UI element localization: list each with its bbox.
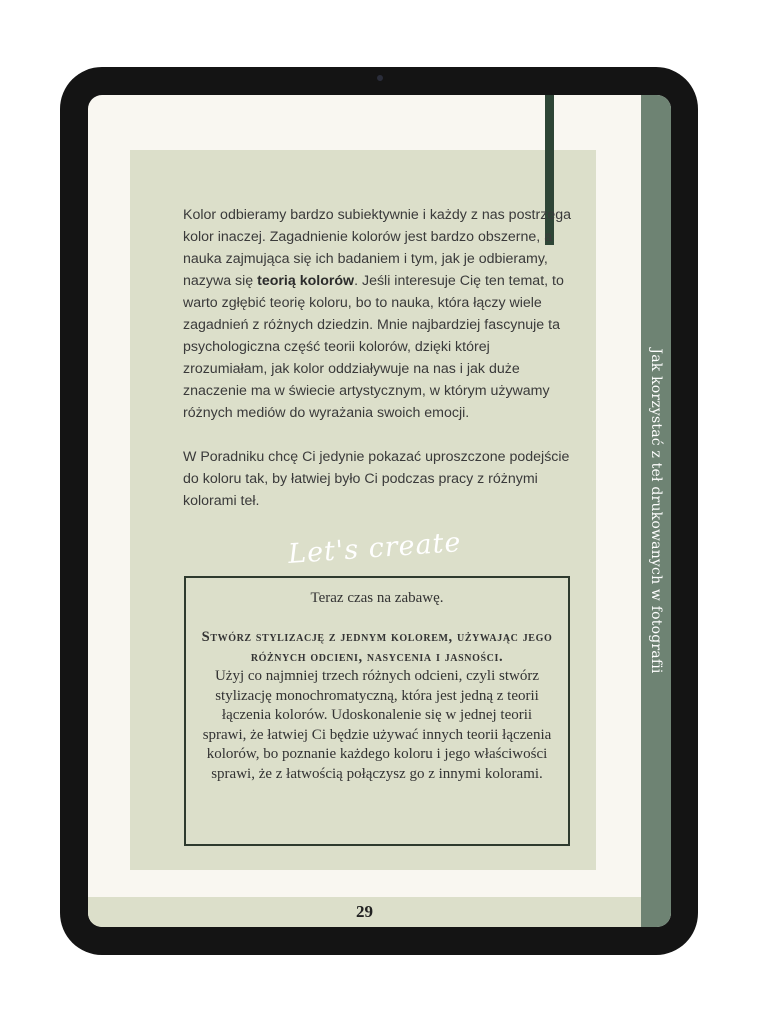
task-box	[184, 576, 570, 846]
paragraph-1-end: . Jeśli interesuje Cię ten temat, to warto zgłębić teorię koloru, bo to nauka, która łączy wiele zagadnień z różnych dziedzin. Mnie najbardziej fascynuje ta psychologiczna część teorii kolorów, dzięki której zrozumiałam, jak kolor oddziaływuje na nas i jak duże znaczenie ma w świecie artystycznym, w którym używamy różnych mediów do wyrażania swoich emocji.	[183, 273, 564, 421]
paragraph-1-start: Kolor odbieramy bardzo subiektywnie i każdy z nas postrzega kolor inaczej. Zagadnienie kolorów jest bardzo obszerne, a nauka zajmująca się ich badaniem i tym, jak je odbieramy, nazywa się	[183, 207, 571, 289]
page-number: 29	[356, 902, 373, 921]
task-intro: Teraz czas na zabawę.	[310, 590, 444, 606]
paragraph-2: W Poradniku chcę Ci jedynie pokazać uproszczone podejście do koloru tak, by łatwiej było Ci podczas pracy z różnymi kolorami teł.	[183, 449, 570, 509]
task-heading: Stwórz stylizację z jednym kolorem, używając jego różnych odcieni, nasycenia i jasności.	[201, 629, 553, 665]
page-footer	[88, 897, 641, 927]
paragraph-1	[183, 204, 573, 424]
side-strip	[641, 95, 671, 927]
body-text	[183, 204, 573, 534]
task-body: Użyj co najmniej trzech różnych odcieni, czyli stwórz stylizację monochromatyczną, która jest jedną z teorii łączenia kolorów. Udoskonalenie się w jednej teorii sprawi, że łatwiej Ci będzie używać innych teorii łączenia kolorów, bo poznanie każdego koloru i jego właściwości sprawi, że z łatwością połączysz go z innymi kolorami.	[202, 668, 552, 782]
camera-icon	[377, 75, 383, 81]
book-page	[88, 95, 671, 927]
script-lettering: Let's create	[287, 526, 463, 571]
side-title: Jak korzystać z teł drukowanych w fotografii	[648, 348, 664, 674]
bold-term: teorią kolorów	[257, 273, 355, 289]
